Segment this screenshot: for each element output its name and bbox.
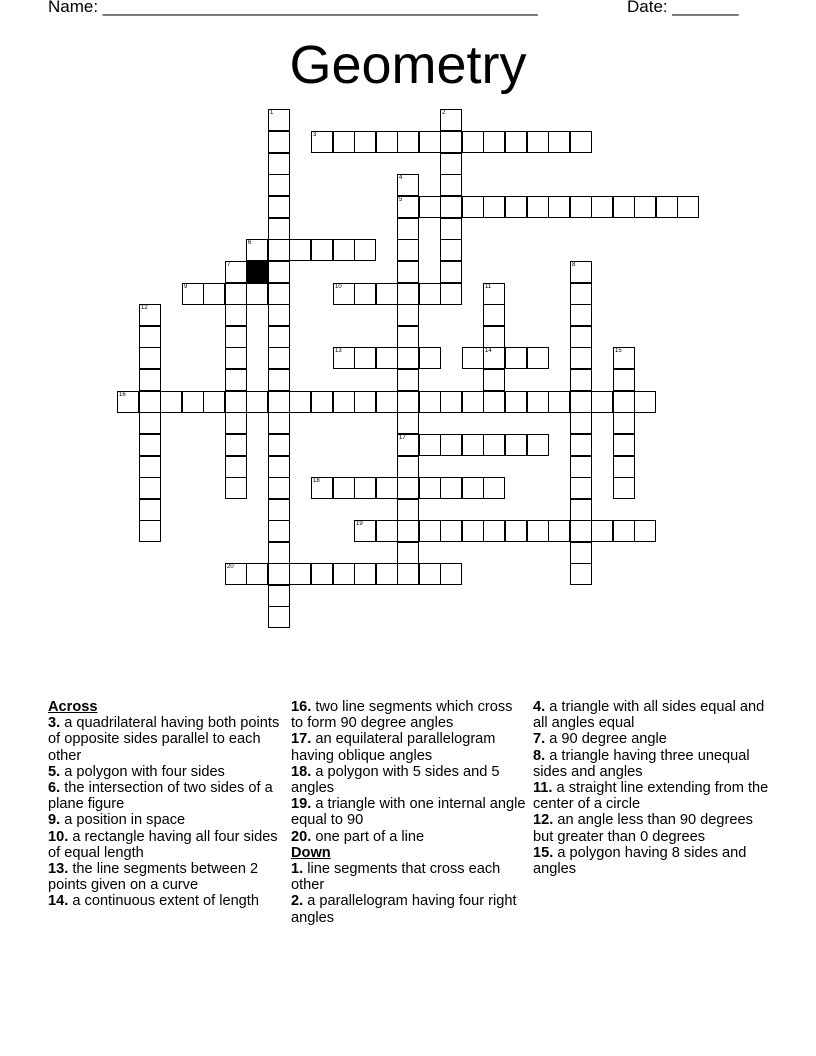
grid-cell[interactable] xyxy=(570,563,592,585)
grid-cell[interactable] xyxy=(397,412,419,434)
clue-item xyxy=(48,893,284,909)
grid-cell[interactable] xyxy=(527,196,549,218)
grid-cell[interactable] xyxy=(419,283,441,305)
clue-number: 12. xyxy=(533,812,554,829)
grid-cell[interactable] xyxy=(397,239,419,261)
grid-cell[interactable] xyxy=(397,326,419,348)
grid-cell[interactable] xyxy=(397,261,419,283)
grid-cell[interactable] xyxy=(139,499,161,521)
grid-cell[interactable] xyxy=(397,391,419,413)
grid-cell[interactable] xyxy=(354,563,376,585)
clue-number: 17. xyxy=(291,731,312,748)
grid-cell[interactable] xyxy=(268,369,290,391)
grid-cell[interactable] xyxy=(397,477,419,499)
clue-number-label: 1 xyxy=(270,110,274,116)
grid-cell[interactable] xyxy=(333,283,355,305)
grid-cell[interactable] xyxy=(268,391,290,413)
grid-cell[interactable] xyxy=(634,196,656,218)
clue-number: 6. xyxy=(48,780,61,797)
grid-cell[interactable] xyxy=(419,563,441,585)
grid-cell[interactable] xyxy=(225,477,247,499)
grid-cell[interactable] xyxy=(376,520,398,542)
grid-cell[interactable] xyxy=(139,304,161,326)
grid-cell[interactable] xyxy=(570,304,592,326)
grid-cell[interactable] xyxy=(440,196,462,218)
grid-cell[interactable] xyxy=(397,520,419,542)
clue-number-label: 2 xyxy=(442,110,446,116)
grid-cell[interactable] xyxy=(203,391,225,413)
clue-number: 7. xyxy=(533,731,546,748)
grid-cell[interactable] xyxy=(440,283,462,305)
grid-cell[interactable] xyxy=(634,520,656,542)
grid-cell[interactable] xyxy=(268,563,290,585)
clue-text: a continuous extent of length xyxy=(72,893,259,910)
grid-cell[interactable] xyxy=(268,196,290,218)
grid-cell[interactable] xyxy=(505,196,527,218)
grid-cell[interactable] xyxy=(354,391,376,413)
clues-column-2 xyxy=(291,699,527,926)
grid-cell[interactable] xyxy=(419,196,441,218)
grid-cell[interactable] xyxy=(268,347,290,369)
grid-cell[interactable] xyxy=(311,239,333,261)
grid-cell[interactable] xyxy=(225,347,247,369)
clue-item xyxy=(48,829,284,861)
clue-number-label: 19 xyxy=(356,521,363,527)
grid-cell[interactable] xyxy=(397,283,419,305)
grid-cell[interactable] xyxy=(570,434,592,456)
grid-cell[interactable] xyxy=(440,477,462,499)
grid-cell[interactable] xyxy=(333,347,355,369)
grid-cell[interactable] xyxy=(268,499,290,521)
clue-number: 3. xyxy=(48,715,61,732)
grid-cell[interactable] xyxy=(440,434,462,456)
grid-cell[interactable] xyxy=(613,520,635,542)
clues-column-1 xyxy=(48,699,284,910)
clue-number-label: 14 xyxy=(485,348,492,354)
clue-text: an angle less than 90 degrees but greater than 0 degrees xyxy=(533,812,753,845)
grid-cell[interactable] xyxy=(139,520,161,542)
grid-cell[interactable] xyxy=(570,326,592,348)
clue-number: 16. xyxy=(291,699,312,715)
grid-cell[interactable] xyxy=(268,283,290,305)
grid-cell[interactable] xyxy=(268,174,290,196)
grid-cell[interactable] xyxy=(570,456,592,478)
grid-cell[interactable] xyxy=(311,563,333,585)
grid-cell[interactable] xyxy=(613,391,635,413)
grid-cell[interactable] xyxy=(268,520,290,542)
grid-cell[interactable] xyxy=(289,391,311,413)
grid-cell[interactable] xyxy=(246,391,268,413)
clue-item xyxy=(291,764,527,796)
grid-cell[interactable] xyxy=(591,196,613,218)
clue-number: 4. xyxy=(533,699,546,715)
clue-text: a rectangle having all four sides of equal length xyxy=(48,828,278,861)
clue-number: 1. xyxy=(291,861,304,878)
clue-text: one part of a line xyxy=(315,828,425,845)
grid-cell[interactable] xyxy=(354,239,376,261)
grid-cell[interactable] xyxy=(268,304,290,326)
grid-cell[interactable] xyxy=(483,196,505,218)
grid-cell[interactable] xyxy=(397,563,419,585)
clue-number-label: 9 xyxy=(184,284,188,290)
grid-cell[interactable] xyxy=(462,196,484,218)
grid-cell[interactable] xyxy=(483,283,505,305)
clue-number-label: 20 xyxy=(227,564,234,570)
clue-text: the line segments between 2 points given on a curve xyxy=(48,861,259,894)
clue-item xyxy=(533,845,769,877)
grid-cell[interactable] xyxy=(527,391,549,413)
clue-number-label: 18 xyxy=(313,478,320,484)
grid-cell[interactable] xyxy=(677,196,699,218)
grid-cell[interactable] xyxy=(613,196,635,218)
grid-cell[interactable] xyxy=(333,391,355,413)
grid-cell[interactable] xyxy=(419,131,441,153)
grid-cell[interactable] xyxy=(397,456,419,478)
grid-cell[interactable] xyxy=(483,477,505,499)
grid-cell[interactable] xyxy=(333,477,355,499)
grid-cell[interactable] xyxy=(139,391,161,413)
grid-cell[interactable] xyxy=(139,369,161,391)
grid-cell[interactable] xyxy=(440,109,462,131)
grid-cell[interactable] xyxy=(268,412,290,434)
clues-column-3 xyxy=(533,699,769,877)
clue-number-label: 5 xyxy=(399,197,403,203)
grid-cell[interactable] xyxy=(591,520,613,542)
grid-cell[interactable] xyxy=(634,391,656,413)
clue-text: an equilateral parallelogram having oblique angles xyxy=(291,731,496,764)
grid-cell[interactable] xyxy=(333,563,355,585)
clue-number: 8. xyxy=(533,747,546,764)
clue-item xyxy=(291,893,527,925)
grid-cell[interactable] xyxy=(505,347,527,369)
grid-cell[interactable] xyxy=(203,283,225,305)
grid-cell[interactable] xyxy=(376,131,398,153)
clue-number: 2. xyxy=(291,893,304,910)
grid-cell[interactable] xyxy=(505,434,527,456)
grid-cell[interactable] xyxy=(483,347,505,369)
clue-item xyxy=(533,699,769,731)
grid-cell[interactable] xyxy=(570,477,592,499)
grid-cell[interactable] xyxy=(483,304,505,326)
grid-cell[interactable] xyxy=(139,326,161,348)
clue-number-label: 12 xyxy=(141,305,148,311)
grid-cell[interactable] xyxy=(246,563,268,585)
grid-cell[interactable] xyxy=(268,606,290,628)
clue-number-label: 16 xyxy=(119,392,126,398)
grid-cell[interactable] xyxy=(462,520,484,542)
grid-cell[interactable] xyxy=(117,391,139,413)
grid-cell[interactable] xyxy=(225,456,247,478)
grid-cell[interactable] xyxy=(570,347,592,369)
clue-number-label: 13 xyxy=(335,348,342,354)
clue-number: 9. xyxy=(48,812,61,829)
grid-cell[interactable] xyxy=(376,477,398,499)
clue-number-label: 3 xyxy=(313,132,317,138)
grid-cell[interactable] xyxy=(570,131,592,153)
grid-cell[interactable] xyxy=(570,412,592,434)
grid-cell[interactable] xyxy=(225,391,247,413)
grid-cell[interactable] xyxy=(139,434,161,456)
clue-text: line segments that cross each other xyxy=(291,861,501,894)
grid-cell[interactable] xyxy=(505,520,527,542)
clue-number-label: 15 xyxy=(615,348,622,354)
grid-cell[interactable] xyxy=(225,563,247,585)
grid-cell[interactable] xyxy=(548,131,570,153)
clue-number: 5. xyxy=(48,763,61,780)
grid-cell[interactable] xyxy=(354,477,376,499)
clue-item xyxy=(291,731,527,763)
grid-cell[interactable] xyxy=(225,261,247,283)
clue-item xyxy=(48,764,284,780)
grid-cell[interactable] xyxy=(613,434,635,456)
clue-number: 15. xyxy=(533,844,554,861)
clue-item xyxy=(48,715,284,764)
grid-cell[interactable] xyxy=(548,520,570,542)
clue-number: 14. xyxy=(48,893,69,910)
grid-cell[interactable] xyxy=(505,391,527,413)
grid-cell[interactable] xyxy=(397,499,419,521)
grid-cell[interactable] xyxy=(462,131,484,153)
grid-cell[interactable] xyxy=(397,347,419,369)
grid-cell[interactable] xyxy=(483,369,505,391)
grid-cell[interactable] xyxy=(613,369,635,391)
clue-number-label: 7 xyxy=(227,262,231,268)
clue-number: 10. xyxy=(48,828,69,845)
grid-cell[interactable] xyxy=(225,326,247,348)
grid-cell[interactable] xyxy=(462,477,484,499)
grid-cell[interactable] xyxy=(570,369,592,391)
clue-item xyxy=(291,861,527,893)
grid-cell[interactable] xyxy=(268,585,290,607)
page-title: Geometry xyxy=(289,35,527,95)
grid-cell[interactable] xyxy=(527,434,549,456)
grid-cell[interactable] xyxy=(225,369,247,391)
grid-cell[interactable] xyxy=(483,434,505,456)
clue-text: a straight line extending from the center of a circle xyxy=(533,780,769,813)
grid-cell[interactable] xyxy=(268,218,290,240)
grid-cell[interactable] xyxy=(419,520,441,542)
black-cell xyxy=(246,261,268,283)
grid-cell[interactable] xyxy=(397,304,419,326)
grid-cell[interactable] xyxy=(333,239,355,261)
grid-cell[interactable] xyxy=(570,520,592,542)
clue-number: 13. xyxy=(48,861,69,878)
clue-item xyxy=(48,812,284,828)
grid-cell[interactable] xyxy=(289,239,311,261)
grid-cell[interactable] xyxy=(419,391,441,413)
grid-cell[interactable] xyxy=(376,391,398,413)
clue-text: a 90 degree angle xyxy=(549,731,667,748)
grid-cell[interactable] xyxy=(397,542,419,564)
grid-cell[interactable] xyxy=(613,456,635,478)
grid-cell[interactable] xyxy=(570,261,592,283)
grid-cell[interactable] xyxy=(483,391,505,413)
grid-cell[interactable] xyxy=(397,218,419,240)
grid-cell[interactable] xyxy=(462,434,484,456)
clue-item xyxy=(291,796,527,828)
grid-cell[interactable] xyxy=(591,391,613,413)
grid-cell[interactable] xyxy=(570,283,592,305)
clue-text: a triangle with one internal angle equal to 90 xyxy=(291,796,526,829)
grid-cell[interactable] xyxy=(548,196,570,218)
grid-cell[interactable] xyxy=(483,520,505,542)
grid-cell[interactable] xyxy=(483,131,505,153)
grid-cell[interactable] xyxy=(246,283,268,305)
grid-cell[interactable] xyxy=(333,131,355,153)
grid-cell[interactable] xyxy=(311,131,333,153)
grid-cell[interactable] xyxy=(527,347,549,369)
grid-cell[interactable] xyxy=(397,174,419,196)
grid-cell[interactable] xyxy=(397,434,419,456)
clue-number-label: 8 xyxy=(572,262,576,268)
clue-text: a triangle with all sides equal and all angles equal xyxy=(533,699,765,732)
grid-cell[interactable] xyxy=(656,196,678,218)
grid-cell[interactable] xyxy=(613,412,635,434)
grid-cell[interactable] xyxy=(225,434,247,456)
clue-number-label: 6 xyxy=(248,240,252,246)
clue-number-label: 4 xyxy=(399,175,403,181)
grid-cell[interactable] xyxy=(268,434,290,456)
grid-cell[interactable] xyxy=(419,347,441,369)
name-field[interactable]: Name: ______________________________________________ xyxy=(48,0,538,16)
clue-text: a polygon with four sides xyxy=(64,763,225,780)
grid-cell[interactable] xyxy=(440,131,462,153)
clue-text: a position in space xyxy=(64,812,186,829)
grid-cell[interactable] xyxy=(570,542,592,564)
grid-cell[interactable] xyxy=(462,347,484,369)
clue-text: the intersection of two sides of a plane figure xyxy=(48,780,273,813)
grid-cell[interactable] xyxy=(527,520,549,542)
grid-cell[interactable] xyxy=(139,347,161,369)
clue-number-label: 11 xyxy=(485,284,492,290)
clue-text: a triangle having three unequal sides and angles xyxy=(533,747,750,780)
grid-cell[interactable] xyxy=(440,520,462,542)
grid-cell[interactable] xyxy=(548,391,570,413)
grid-cell[interactable] xyxy=(483,326,505,348)
grid-cell[interactable] xyxy=(268,326,290,348)
grid-cell[interactable] xyxy=(440,563,462,585)
clue-item xyxy=(291,829,527,845)
grid-cell[interactable] xyxy=(376,283,398,305)
grid-cell[interactable] xyxy=(440,261,462,283)
grid-cell[interactable] xyxy=(505,131,527,153)
grid-cell[interactable] xyxy=(419,477,441,499)
grid-cell[interactable] xyxy=(182,391,204,413)
grid-cell[interactable] xyxy=(419,434,441,456)
grid-cell[interactable] xyxy=(397,196,419,218)
grid-cell[interactable] xyxy=(376,347,398,369)
grid-cell[interactable] xyxy=(225,412,247,434)
grid-cell[interactable] xyxy=(397,369,419,391)
grid-cell[interactable] xyxy=(354,347,376,369)
grid-cell[interactable] xyxy=(246,239,268,261)
grid-cell[interactable] xyxy=(268,131,290,153)
grid-cell[interactable] xyxy=(613,477,635,499)
grid-cell[interactable] xyxy=(311,391,333,413)
section-heading: Down xyxy=(291,844,331,861)
clue-item xyxy=(48,780,284,812)
clue-number: 20. xyxy=(291,828,312,845)
grid-cell[interactable] xyxy=(268,239,290,261)
grid-cell[interactable] xyxy=(139,456,161,478)
grid-cell[interactable] xyxy=(462,391,484,413)
grid-cell[interactable] xyxy=(440,174,462,196)
clue-text: a polygon with 5 sides and 5 angles xyxy=(291,763,500,797)
grid-cell[interactable] xyxy=(440,218,462,240)
grid-cell[interactable] xyxy=(570,391,592,413)
grid-cell[interactable] xyxy=(397,131,419,153)
clue-number: 11. xyxy=(533,780,553,797)
clue-number: 19. xyxy=(291,796,312,813)
clue-text: two line segments which cross to form 90 degree angles xyxy=(291,699,513,732)
grid-cell[interactable] xyxy=(570,499,592,521)
grid-cell[interactable] xyxy=(268,261,290,283)
grid-cell[interactable] xyxy=(268,477,290,499)
clue-number: 18. xyxy=(291,763,312,780)
grid-cell[interactable] xyxy=(440,239,462,261)
section-heading: Across xyxy=(48,699,98,715)
clue-item xyxy=(533,812,769,844)
grid-cell[interactable] xyxy=(289,563,311,585)
grid-cell[interactable] xyxy=(354,520,376,542)
grid-cell[interactable] xyxy=(268,153,290,175)
grid-cell[interactable] xyxy=(268,109,290,131)
clue-text: a polygon having 8 sides and angles xyxy=(533,844,747,878)
grid-cell[interactable] xyxy=(570,196,592,218)
clue-item xyxy=(291,699,527,731)
grid-cell[interactable] xyxy=(160,391,182,413)
grid-cell[interactable] xyxy=(527,131,549,153)
grid-cell[interactable] xyxy=(268,542,290,564)
grid-cell[interactable] xyxy=(354,131,376,153)
grid-cell[interactable] xyxy=(354,283,376,305)
date-field[interactable]: Date: _______ xyxy=(627,0,739,16)
clue-number-label: 10 xyxy=(335,284,342,290)
grid-cell[interactable] xyxy=(225,304,247,326)
clue-text: a quadrilateral having both points of opposite sides parallel to each other xyxy=(48,715,280,764)
grid-cell[interactable] xyxy=(139,477,161,499)
grid-cell[interactable] xyxy=(613,347,635,369)
grid-cell[interactable] xyxy=(440,153,462,175)
grid-cell[interactable] xyxy=(376,563,398,585)
grid-cell[interactable] xyxy=(440,391,462,413)
clue-text: a parallelogram having four right angles xyxy=(291,893,517,926)
clue-item xyxy=(48,861,284,893)
grid-cell[interactable] xyxy=(225,283,247,305)
clue-item xyxy=(533,748,769,780)
clue-item xyxy=(533,780,769,812)
grid-cell[interactable] xyxy=(268,456,290,478)
grid-cell[interactable] xyxy=(139,412,161,434)
grid-cell[interactable] xyxy=(182,283,204,305)
clue-item xyxy=(533,731,769,747)
clue-number-label: 17 xyxy=(399,435,406,441)
grid-cell[interactable] xyxy=(311,477,333,499)
